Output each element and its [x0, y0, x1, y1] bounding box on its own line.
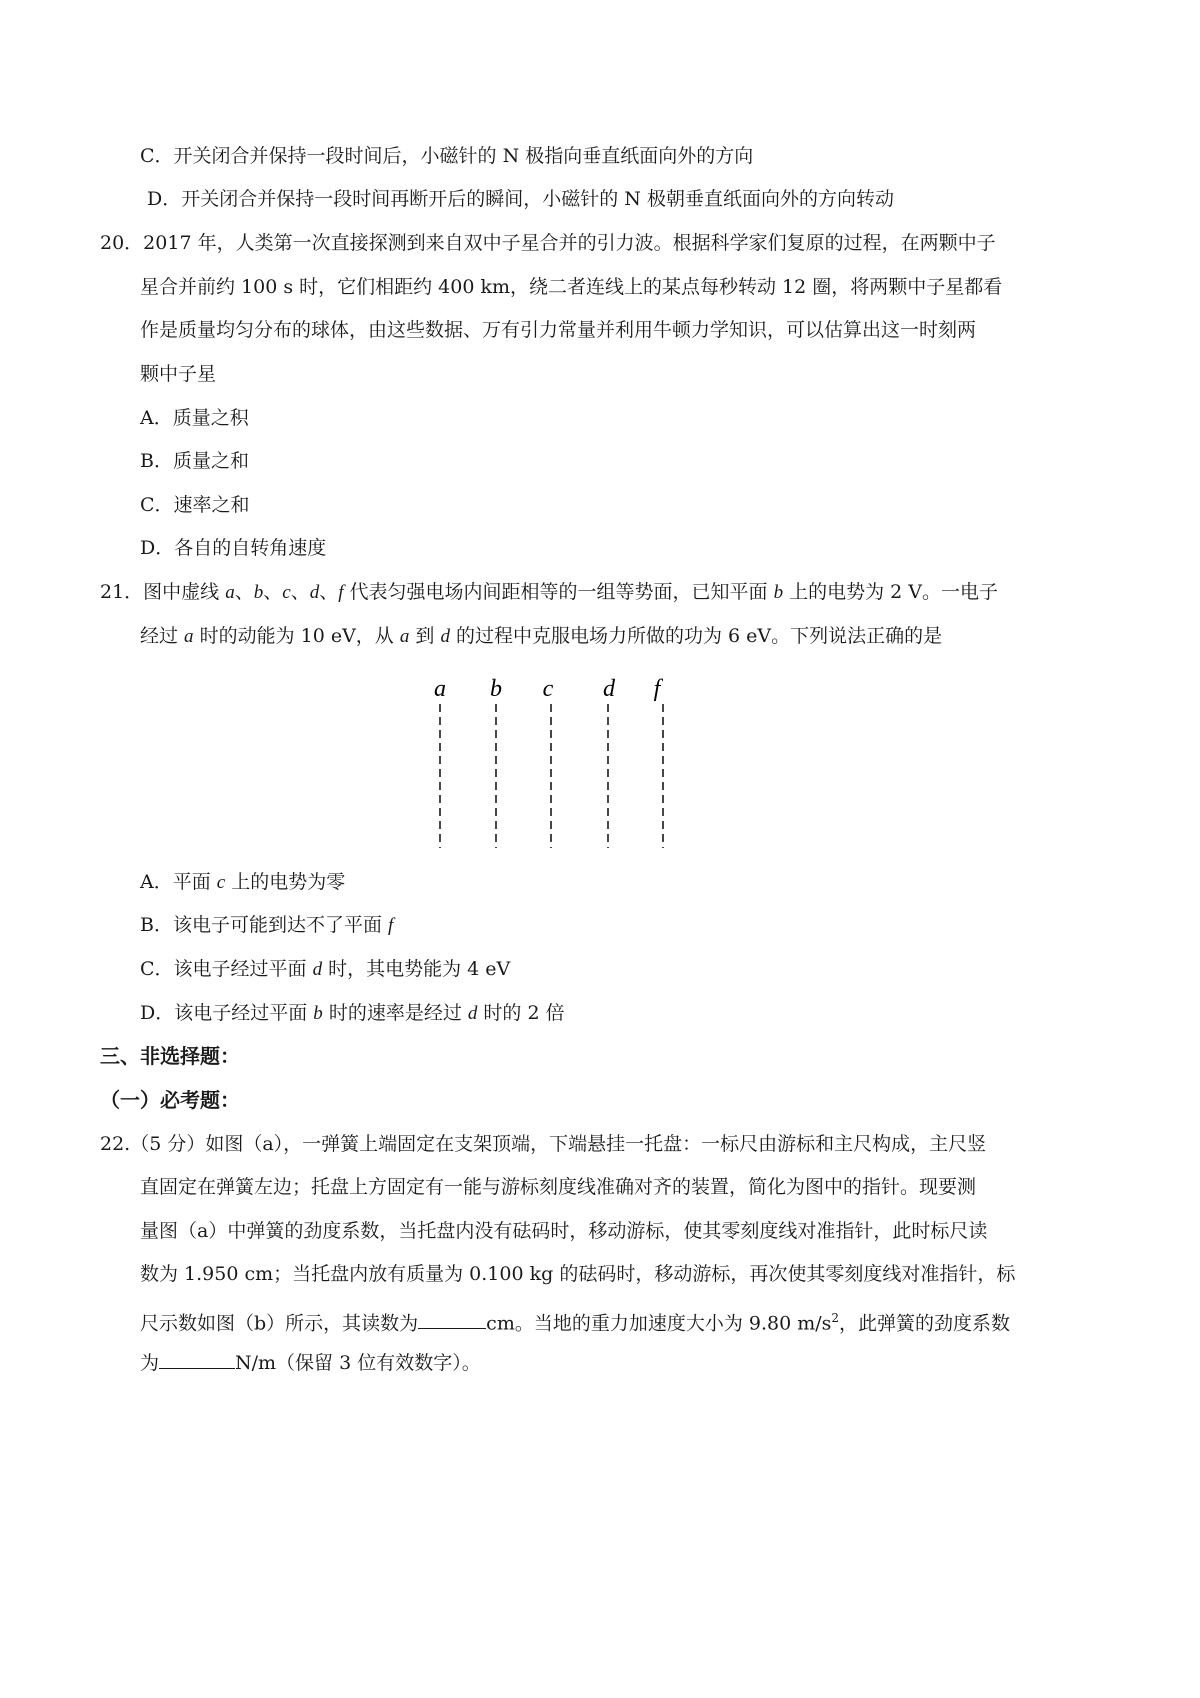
q21-option-a-text: A．平面 [140, 871, 217, 893]
section-subtitle: （一）必考题： [100, 1088, 240, 1112]
q22-stem-line3: 量图（a）中弹簧的劲度系数，当托盘内没有砝码时，移动游标，使其零刻度线对准指针，此时标尺读 [140, 1220, 988, 1242]
q21-option-b [140, 913, 393, 938]
q21-option-c-text: C．该电子经过平面 [140, 958, 313, 980]
q21-stem-text: 经过 [140, 625, 185, 647]
q21-option-a-text: 上的电势为零 [225, 871, 346, 893]
q21-stem-text: 21．图中虚线 [100, 581, 226, 603]
q21-option-a-var: c [216, 872, 226, 893]
section-title: 三、非选择题： [100, 1044, 240, 1068]
q21-option-c-text: 时，其电势能为 4 eV [322, 958, 511, 980]
equipotential-figure [420, 668, 680, 858]
figure-label-d: d [603, 676, 615, 702]
q20-stem-line1: 20．2017 年，人类第一次直接探测到来自双中子星合并的引力波。根据科学家们复原的过程，在两颗中子 [100, 232, 996, 254]
superscript: 2 [831, 1311, 840, 1325]
figure-label-b: b [490, 676, 502, 702]
q20-stem-line3: 作是质量均匀分布的球体，由这些数据、万有引力常量并利用牛顿力学知识，可以估算出这一时刻两 [140, 319, 977, 341]
q21-var-a: a [399, 626, 410, 647]
q22-text: cm。当地的重力加速度大小为 9.80 m/s [486, 1312, 832, 1335]
q21-separator: 、 [234, 581, 254, 603]
answer-blank-spring-constant[interactable] [159, 1350, 235, 1369]
answer-blank-reading[interactable] [418, 1310, 486, 1329]
q21-option-d-text: 时的 2 倍 [477, 1002, 565, 1024]
q20-stem-line4: 颗中子星 [140, 363, 217, 385]
q20-option-d: D．各自的自转角速度 [140, 537, 327, 559]
q21-separator: 、 [290, 581, 310, 603]
q21-var-d: d [309, 582, 320, 603]
q21-option-d-text: 时的速率是经过 [322, 1002, 468, 1024]
q21-var-b: b [773, 582, 784, 603]
figure-label-a: a [434, 676, 446, 702]
q21-var-b: b [253, 582, 264, 603]
q21-stem-text: 到 [409, 625, 441, 647]
q21-var-c: c [282, 582, 291, 603]
q21-option-b-var: f [388, 915, 394, 936]
q19-option-d: D．开关闭合并保持一段时间再断开后的瞬间，小磁针的 N 极朝垂直纸面向外的方向转动 [147, 188, 894, 210]
q22-stem-line2: 直固定在弹簧左边；托盘上方固定有一能与游标刻度线准确对齐的装置，简化为图中的指针。现要测 [140, 1176, 977, 1198]
q22-text: ，此弹簧的劲度系数 [839, 1312, 1011, 1335]
q19-option-c: C．开关闭合并保持一段时间后，小磁针的 N 极指向垂直纸面向外的方向 [140, 145, 754, 167]
q21-option-b-text: B．该电子可能到达不了平面 [140, 914, 389, 936]
q20-option-b: B．质量之和 [140, 450, 249, 472]
q21-option-c-var: d [312, 959, 323, 980]
q20-option-a: A．质量之积 [140, 407, 249, 429]
q22-text: 尺示数如图（b）所示，其读数为 [140, 1312, 419, 1335]
q20-stem-line2: 星合并前约 100 s 时，它们相距约 400 km，绕二者连线上的某点每秒转动 12 圈，将两颗中子星都看 [140, 276, 1003, 298]
q21-separator: 、 [319, 581, 339, 603]
q20-option-c: C．速率之和 [140, 494, 250, 516]
q21-stem-text: 时的动能为 10 eV，从 [193, 625, 400, 647]
figure-label-f: f [653, 676, 661, 702]
q21-option-a [140, 870, 345, 895]
q21-var-a: a [184, 626, 194, 647]
q21-option-d-text: D．该电子经过平面 [140, 1002, 314, 1024]
q21-stem-text: 的过程中克服电场力所做的功为 6 eV。下列说法正确的是 [449, 625, 943, 647]
q21-stem-text: 代表匀强电场内间距相等的一组等势面，已知平面 [343, 581, 774, 603]
q22-stem-line1: 22.（5 分）如图（a），一弹簧上端固定在支架顶端，下端悬挂一托盘：一标尺由游标和主尺构成，主尺竖 [100, 1133, 987, 1155]
figure-label-c: c [542, 676, 554, 702]
q21-stem-text: 上的电势为 2 V。一电子 [783, 581, 999, 603]
q22-text: 为 [140, 1352, 160, 1374]
q21-option-d [140, 1001, 565, 1026]
q21-var-f: f [338, 582, 344, 603]
q21-option-c [140, 957, 510, 982]
q21-separator: 、 [263, 581, 283, 603]
q21-option-d-var: b [313, 1003, 323, 1024]
q22-text: N/m（保留 3 位有效数字）。 [235, 1352, 481, 1374]
q21-var-d: d [440, 626, 450, 647]
q22-stem-line5 [140, 1306, 1010, 1335]
q22-stem-line4: 数为 1.950 cm；当托盘内放有质量为 0.100 kg 的砝码时，移动游标，再次使其零刻度线对准指针，标 [140, 1263, 1016, 1285]
q21-option-d-var: d [467, 1003, 478, 1024]
q22-stem-line6 [140, 1350, 481, 1375]
q21-var-a: a [225, 582, 235, 603]
q21-stem-line1 [100, 580, 998, 605]
q21-stem-line2 [140, 624, 942, 649]
